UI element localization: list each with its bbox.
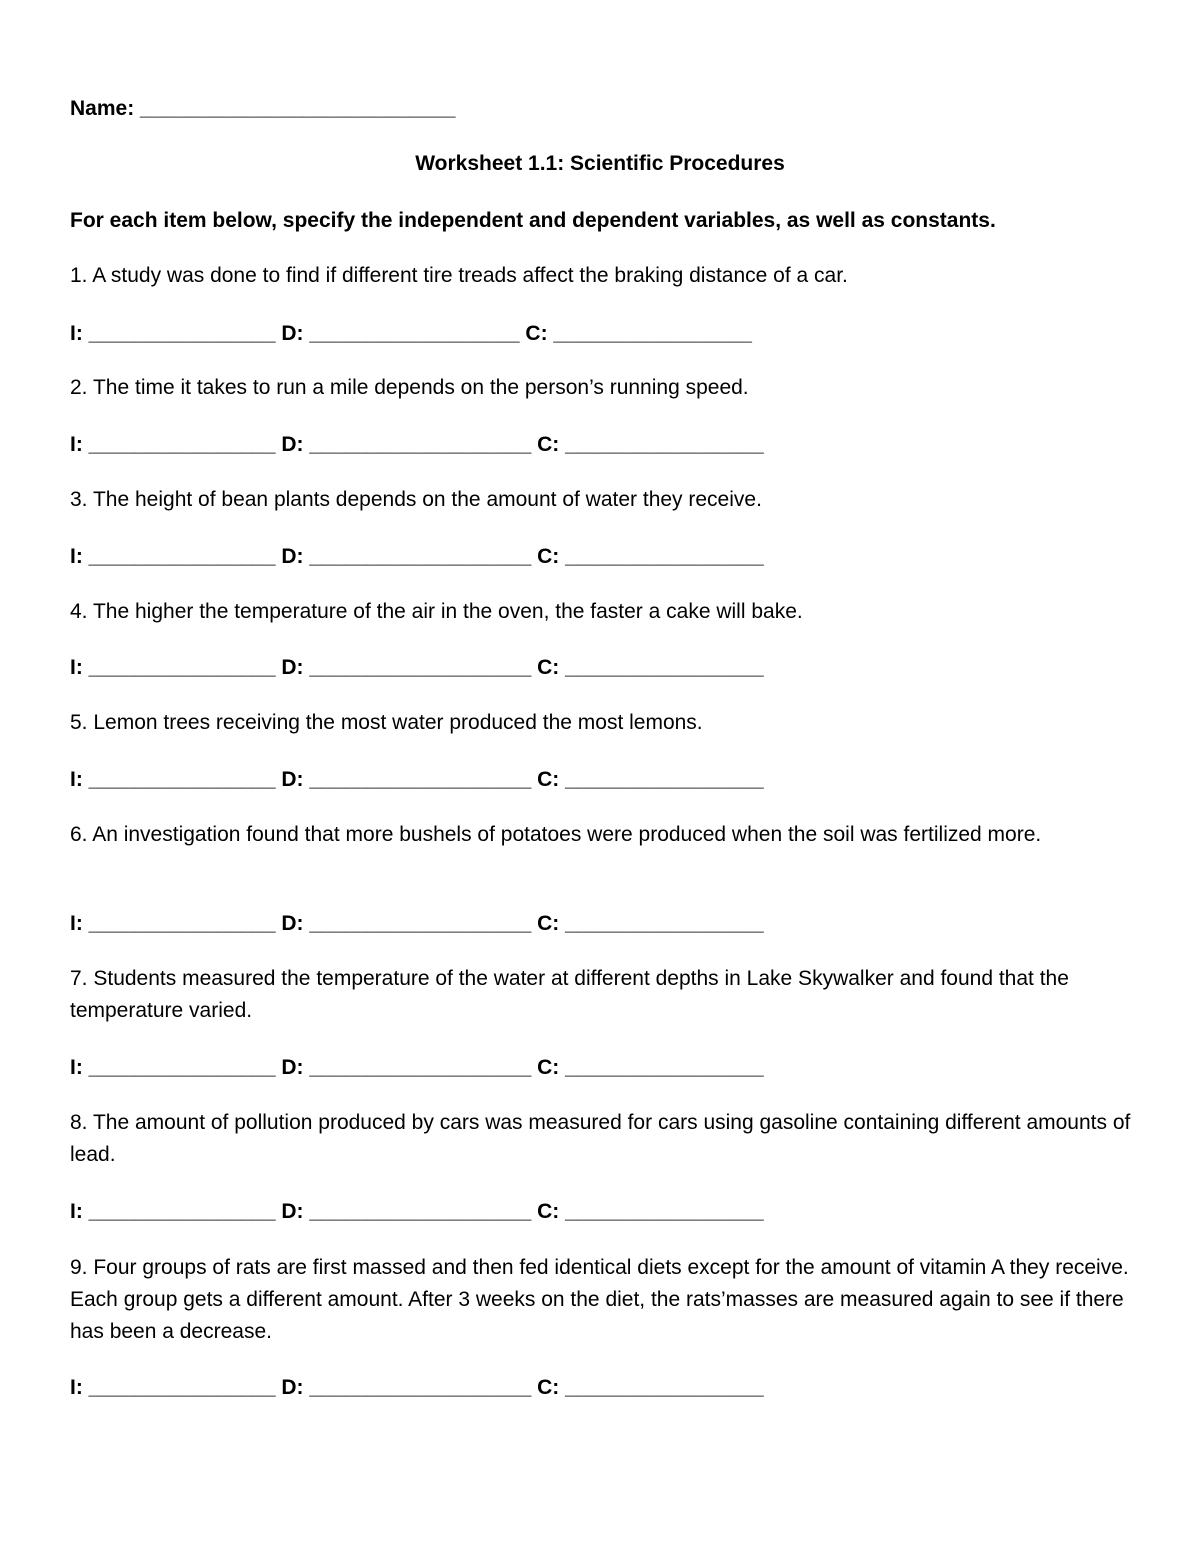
question-6: 6. An investigation found that more bushels of potatoes were produced when the soil was fertilized more. [70,823,1042,846]
question-2: 2. The time it takes to run a mile depends on the person’s running speed. [70,376,749,399]
answer-blanks-5: I: ________________ D: ___________________ C: _________________ [70,768,764,791]
answer-line-2 [70,433,764,457]
worksheet-instructions: For each item below, specify the independent and dependent variables, as well as constants. [70,209,996,232]
answer-line-1 [70,322,752,346]
name-field-line [70,97,455,121]
answer-blanks-7: I: ________________ D: ___________________ C: _________________ [70,1056,764,1079]
question-5: 5. Lemon trees receiving the most water produced the most lemons. [70,711,703,734]
answer-blanks-9: I: ________________ D: ___________________ C: _________________ [70,1376,764,1399]
answer-line-3 [70,545,764,569]
answer-blanks-1: I: ________________ D: __________________ C: _________________ [70,322,752,345]
question-7: 7. Students measured the temperature of the water at different depths in Lake Skywalker and found that the temperature varied. [70,967,1069,1022]
question-1: 1. A study was done to find if different tire treads affect the braking distance of a car. [70,264,848,287]
answer-blanks-6: I: ________________ D: ___________________ C: _________________ [70,912,764,935]
answer-blanks-2: I: ________________ D: ___________________ C: _________________ [70,433,764,456]
answer-line-6 [70,912,764,936]
question-4: 4. The higher the temperature of the air in the oven, the faster a cake will bake. [70,600,803,623]
answer-line-9 [70,1376,764,1400]
answer-blanks-4: I: ________________ D: ___________________ C: _________________ [70,656,764,679]
question-9: 9. Four groups of rats are first massed and then fed identical diets except for the amount of vitamin A they receive. Each group gets a different amount. After 3 weeks on the diet, the rats’masses are measured again to see if there has been a decrease. [70,1256,1129,1343]
answer-line-8 [70,1200,764,1224]
worksheet-title: Worksheet 1.1: Scientific Procedures [415,152,785,175]
answer-blanks-3: I: ________________ D: ___________________ C: _________________ [70,545,764,568]
question-8: 8. The amount of pollution produced by cars was measured for cars using gasoline containing different amounts of lead. [70,1111,1131,1166]
name-label: Name: [70,97,135,120]
answer-line-5 [70,768,764,792]
answer-line-7 [70,1056,764,1080]
answer-blanks-8: I: ________________ D: ___________________ C: _________________ [70,1200,764,1223]
answer-line-4 [70,656,764,680]
question-3: 3. The height of bean plants depends on the amount of water they receive. [70,488,762,511]
name-blank: ___________________________ [140,97,456,120]
